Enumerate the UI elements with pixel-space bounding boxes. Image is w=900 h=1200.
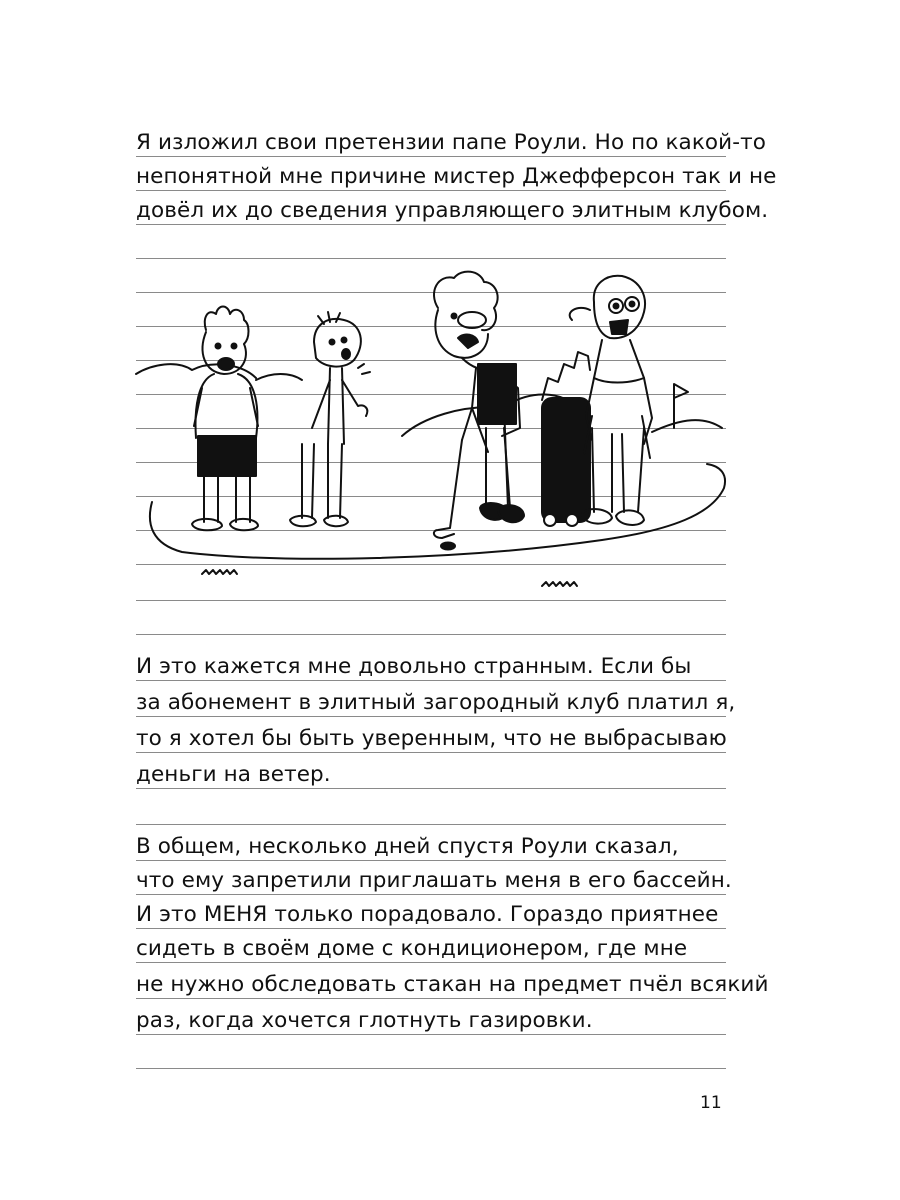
ruled-line: [136, 824, 726, 825]
ruled-line: [136, 998, 726, 999]
page-number: 11: [700, 1093, 722, 1113]
paragraph-2-line: за абонемент в элитный загородный клуб платил я,: [136, 690, 736, 715]
ruled-line: [136, 894, 726, 895]
paragraph-3-line: сидеть в своём доме с кондиционером, где мне: [136, 936, 688, 961]
ruled-line: [136, 860, 726, 861]
paragraph-1-line: непонятной мне причине мистер Джефферсон так и не: [136, 164, 777, 189]
ruled-line: [136, 962, 726, 963]
paragraph-3-line: И это МЕНЯ только порадовало. Гораздо приятнее: [136, 902, 719, 927]
ruled-line: [136, 716, 726, 717]
ruled-line: [136, 634, 726, 635]
paragraph-3-line: раз, когда хочется глотнуть газировки.: [136, 1008, 593, 1033]
paragraph-2-line: И это кажется мне довольно странным. Если бы: [136, 654, 692, 679]
paragraph-3-line: В общем, несколько дней спустя Роули сказал,: [136, 834, 679, 859]
ruled-line: [136, 600, 726, 601]
ruled-line: [136, 224, 726, 225]
paragraph-1-line: довёл их до сведения управляющего элитным клубом.: [136, 198, 769, 223]
golf-course-cartoon-illustration: [132, 268, 732, 598]
ruled-line: [136, 752, 726, 753]
ruled-line: [136, 680, 726, 681]
paragraph-2-line: деньги на ветер.: [136, 762, 331, 787]
ruled-line: [136, 1068, 726, 1069]
ruled-line: [136, 788, 726, 789]
paragraph-1-line: Я изложил свои претензии папе Роули. Но по какой-то: [136, 130, 766, 155]
ruled-line: [136, 928, 726, 929]
ruled-line: [136, 258, 726, 259]
ruled-line: [136, 156, 726, 157]
ruled-line: [136, 190, 726, 191]
ruled-line: [136, 1034, 726, 1035]
paragraph-3-line: что ему запретили приглашать меня в его бассейн.: [136, 868, 732, 893]
paragraph-2-line: то я хотел бы быть уверенным, что не выбрасываю: [136, 726, 727, 751]
paragraph-3-line: не нужно обследовать стакан на предмет пчёл всякий: [136, 972, 769, 997]
